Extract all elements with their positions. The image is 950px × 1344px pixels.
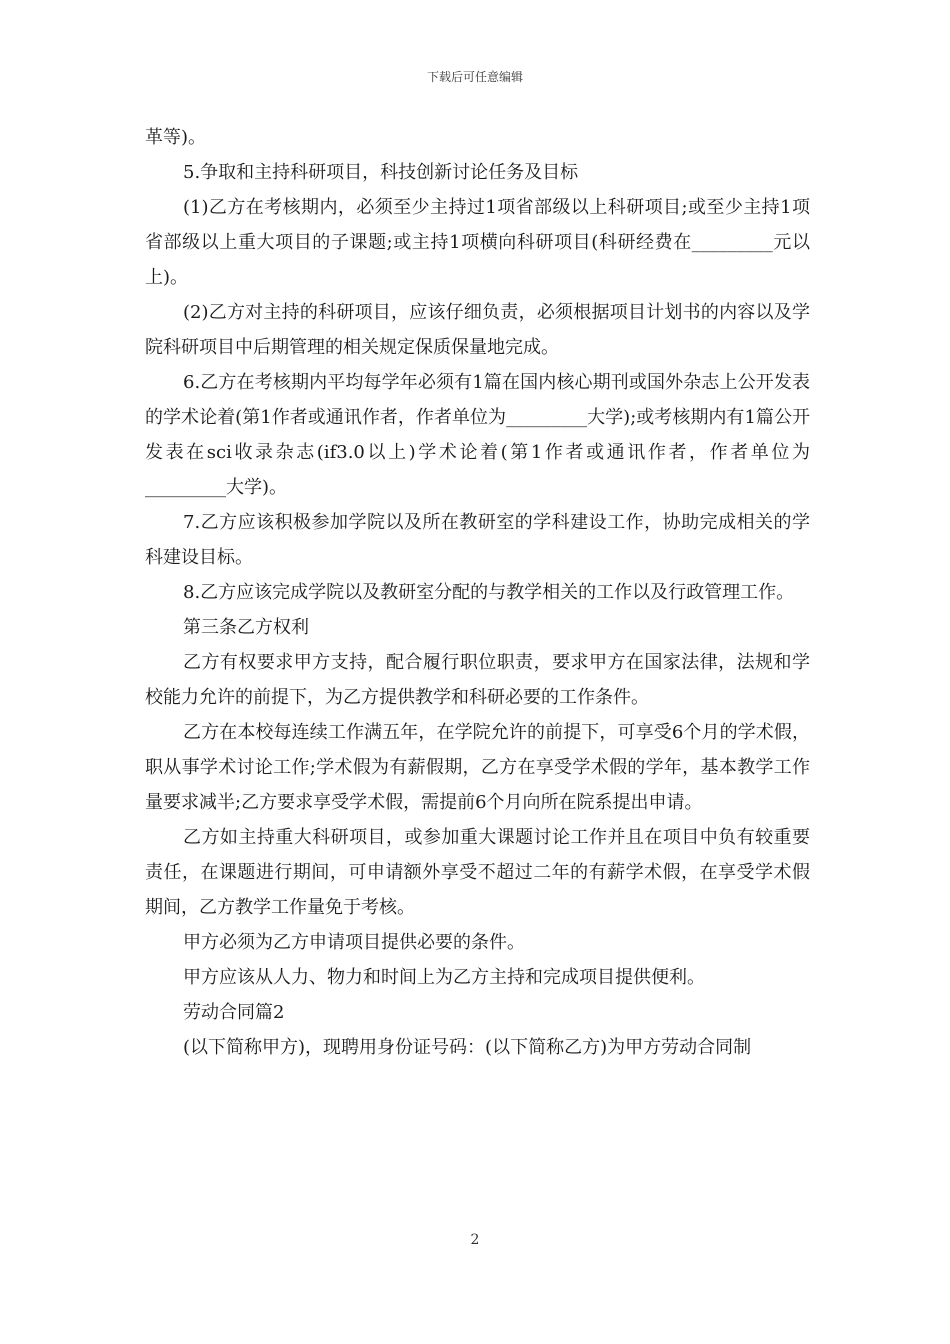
document-body bbox=[145, 120, 810, 1065]
paragraph-party-a-1: 甲方必须为乙方申请项目提供必要的条件。 bbox=[183, 932, 525, 953]
page-number: 2 bbox=[470, 1232, 480, 1248]
paragraph-rights-3: 乙方如主持重大科研项目，或参加重大课题讨论工作并且在项目中负有较重要责任，在课题进行期间，可申请额外享受不超过二年的有薪学术假，在享受学术假期间，乙方教学工作量免于考核。 bbox=[145, 827, 810, 918]
paragraph-item-6: 6.乙方在考核期内平均每学年必须有1篇在国内核心期刊或国外杂志上公开发表的学术论着(第1作者或通讯作者，作者单位为_________大学);或考核期内有1篇公开发表在sci收录杂志(if3.0以上)学术论着(第1作者或通讯作者，作者单位为_________大学)。 bbox=[145, 372, 810, 498]
paragraph-subitem-2: (2)乙方对主持的科研项目，应该仔细负责，必须根据项目计划书的内容以及学院科研项目中后期管理的相关规定保质保量地完成。 bbox=[145, 302, 810, 358]
paragraph-continuation: 革等)。 bbox=[145, 127, 207, 148]
paragraph-rights-2: 乙方在本校每连续工作满五年，在学院允许的前提下，可享受6个月的学术假，职从事学术讨论工作;学术假为有薪假期，乙方在享受学术假的学年，基本教学工作量要求减半;乙方要求享受学术假，需提前6个月向所在院系提出申请。 bbox=[145, 722, 810, 813]
paragraph-subitem-1: (1)乙方在考核期内，必须至少主持过1项省部级以上科研项目;或至少主持1项省部级以上重大项目的子课题;或主持1项横向科研项目(科研经费在_________元以上)。 bbox=[145, 197, 810, 288]
section-heading-contract-2: 劳动合同篇2 bbox=[183, 1002, 285, 1023]
paragraph-item-7: 7.乙方应该积极参加学院以及所在教研室的学科建设工作，协助完成相关的学科建设目标。 bbox=[145, 512, 810, 568]
paragraph-contract-intro: (以下简称甲方)，现聘用身份证号码：(以下简称乙方)为甲方劳动合同制 bbox=[183, 1037, 752, 1058]
paragraph-party-a-2: 甲方应该从人力、物力和时间上为乙方主持和完成项目提供便利。 bbox=[183, 967, 705, 988]
paragraph-item-5: 5.争取和主持科研项目，科技创新讨论任务及目标 bbox=[183, 162, 579, 183]
section-heading-article-3: 第三条乙方权利 bbox=[183, 617, 309, 638]
page-header: 下载后可任意编辑 bbox=[426, 70, 523, 84]
paragraph-rights-1: 乙方有权要求甲方支持，配合履行职位职责，要求甲方在国家法律，法规和学校能力允许的前提下，为乙方提供教学和科研必要的工作条件。 bbox=[145, 652, 810, 708]
paragraph-item-8: 8.乙方应该完成学院以及教研室分配的与教学相关的工作以及行政管理工作。 bbox=[183, 582, 795, 603]
